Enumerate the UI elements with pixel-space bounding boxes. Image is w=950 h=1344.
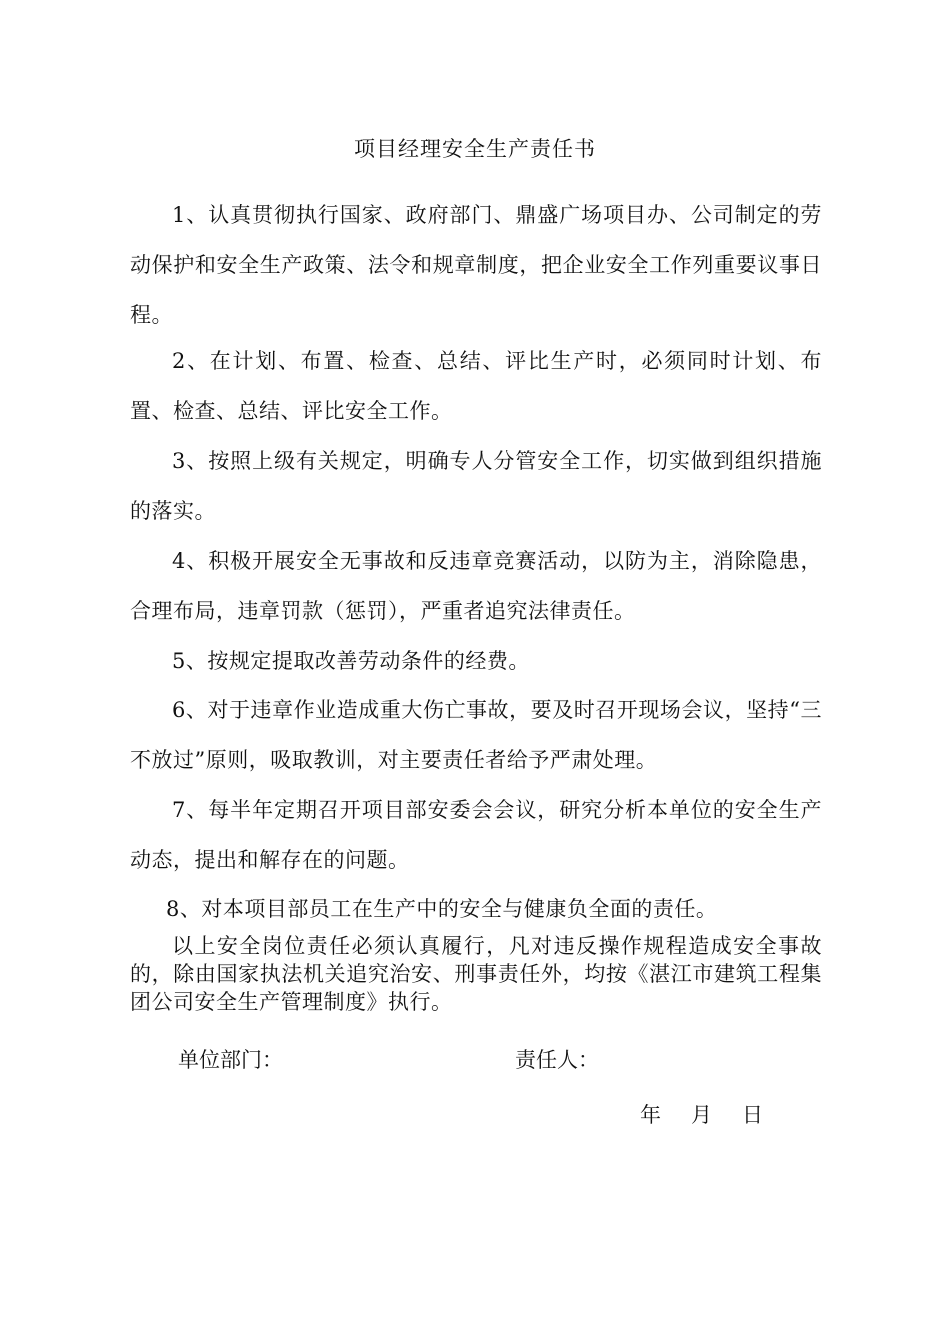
- date-line: [640, 1101, 763, 1129]
- clause-6: 6、对于违章作业造成重大伤亡事故，要及时召开现场会议，坚持“三不放过”原则，吸取教训，对主要责任者给予严肃处理。: [130, 698, 822, 772]
- date-year: 年: [640, 1103, 661, 1127]
- responsible-person-label: 责任人：: [515, 1048, 599, 1072]
- clause-7: 7、每半年定期召开项目部安委会会议，研究分析本单位的安全生产动态，提出和解存在的问题。: [130, 798, 822, 872]
- date-month: 月: [691, 1103, 712, 1127]
- clause-1: 1、认真贯彻执行国家、政府部门、鼎盛广场项目办、公司制定的劳动保护和安全生产政策、法令和规章制度，把企业安全工作列重要议事日程。: [130, 203, 822, 327]
- clause-5: 5、按规定提取改善劳动条件的经费。: [172, 649, 530, 673]
- clause-8: 8、对本项目部员工在生产中的安全与健康负全面的责任。: [166, 897, 718, 921]
- document-title: 项目经理安全生产责任书: [354, 137, 596, 161]
- clause-4: 4、积极开展安全无事故和反违章竞赛活动，以防为主，消除隐患，合理布局，违章罚款（惩罚），严重者追究法律责任。: [130, 549, 822, 623]
- date-day: 日: [742, 1103, 763, 1127]
- clause-2: 2、在计划、布置、检查、总结、评比生产时，必须同时计划、布置、检查、总结、评比安全工作。: [130, 349, 822, 423]
- department-signature-label: 单位部门：: [178, 1048, 283, 1072]
- closing-paragraph: 以上安全岗位责任必须认真履行，凡对违反操作规程造成安全事故的，除由国家执法机关追究治安、刑事责任外，均按《湛江市建筑工程集团公司安全生产管理制度》执行。: [130, 934, 822, 1014]
- clause-3: 3、按照上级有关规定，明确专人分管安全工作，切实做到组织措施的落实。: [130, 449, 822, 523]
